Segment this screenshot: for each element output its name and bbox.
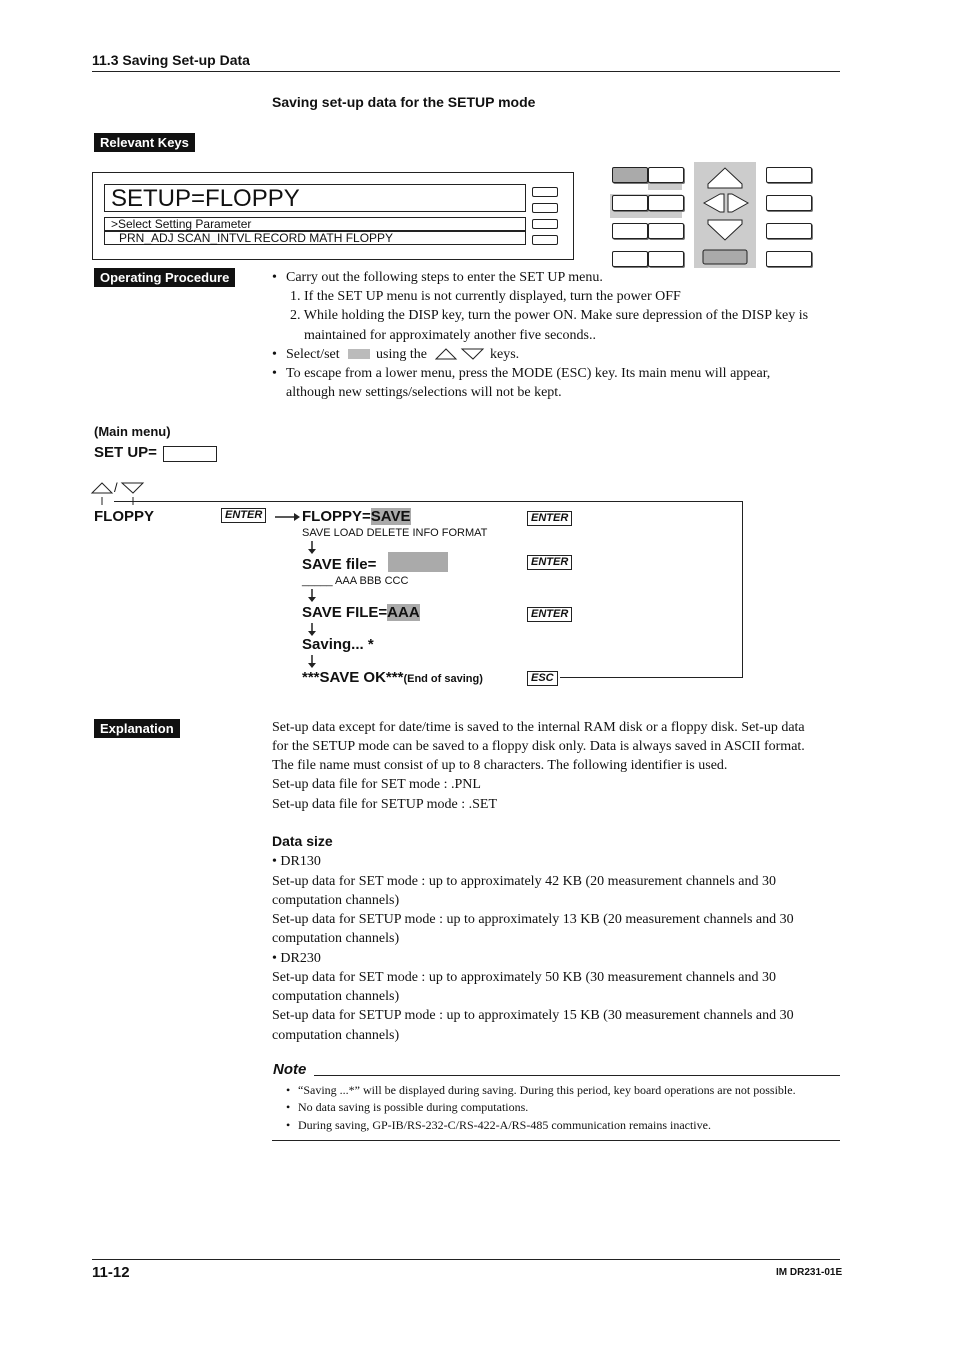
data-size-line: Set-up data for SET mode : up to approximately 50 KB (30 measurement channels and 30 (272, 970, 777, 985)
slash-separator: / (114, 480, 118, 495)
procedure-step: 1. If the SET UP menu is not currently displayed, turn the power OFF (290, 289, 681, 304)
arrow-down-icon (307, 589, 317, 603)
setup-label: SET UP= (94, 444, 157, 461)
procedure-step: keys. (490, 347, 520, 362)
page-number: 11-12 (92, 1264, 130, 1281)
data-size-line: • DR130 (272, 854, 321, 869)
note-item: “Saving ...*” will be displayed during saving. During this period, key board operations are not possible. (298, 1083, 796, 1097)
save-file-confirm-label (302, 604, 420, 621)
keypad-diagram (610, 162, 818, 270)
esc-key-icon: ESC (527, 671, 558, 686)
arrow-down-icon (307, 655, 317, 669)
explanation-line: The file name must consist of up to 8 characters. The following identifier is used. (272, 758, 728, 773)
lcd-softkey (532, 235, 558, 245)
explanation-label: Explanation (94, 719, 180, 738)
floppy-eq-text: FLOPPY= (302, 508, 371, 525)
note-item: During saving, GP-IB/RS-232-C/RS-422-A/RS-485 communication remains inactive. (298, 1118, 711, 1132)
data-size-line: Set-up data for SET mode : up to approximately 42 KB (20 measurement channels and 30 (272, 874, 777, 889)
floppy-eq-label (302, 508, 411, 525)
save-ok-line (302, 669, 483, 687)
data-size-line: computation channels) (272, 893, 400, 908)
key-mode (612, 167, 648, 183)
note-bottom-rule (272, 1140, 840, 1141)
main-menu-label: (Main menu) (94, 424, 171, 439)
lcd-row-2: PRN_ADJ SCAN_INTVL RECORD MATH FLOPPY (104, 231, 526, 245)
arrow-down-icon (307, 541, 317, 555)
lcd-row-1: >Select Setting Parameter (104, 217, 526, 231)
lcd-softkey (532, 203, 558, 213)
note-item: No data saving is possible during computations. (298, 1100, 529, 1114)
setup-value-box (163, 446, 217, 462)
key (766, 167, 812, 183)
data-size-line: Set-up data for SETUP mode : up to approximately 15 KB (30 measurement channels and 30 (272, 1008, 794, 1023)
end-of-saving: (End of saving) (403, 673, 483, 685)
save-file-text: SAVE FILE= (302, 604, 388, 621)
save-ok-label: ***SAVE OK*** (302, 669, 404, 686)
enter-key-icon: ENTER (221, 508, 266, 523)
footer-rule (92, 1259, 840, 1260)
relevant-keys-label: Relevant Keys (94, 133, 195, 152)
procedure-step: maintained for approximately another five seconds.. (304, 328, 596, 343)
flow-right-line (742, 501, 743, 678)
procedure-step: 2. While holding the DISP key, turn the power ON. Make sure depression of the DISP key is (290, 308, 809, 323)
key (612, 223, 648, 239)
procedure-bullet: • (272, 366, 277, 381)
key (648, 223, 684, 239)
subtitle: Saving set-up data for the SETUP mode (272, 94, 536, 110)
arrow-keys-icon (694, 162, 756, 268)
procedure-bullet: • (272, 347, 277, 362)
procedure-step: using the (376, 347, 427, 362)
floppy-label: FLOPPY (94, 508, 155, 525)
save-file-label: SAVE file= (302, 556, 377, 573)
explanation-line: Set-up data file for SETUP mode : .SET (272, 797, 497, 812)
enter-key-icon: ENTER (527, 511, 572, 526)
file-name-field (388, 552, 448, 572)
file-aaa-value: AAA (387, 604, 420, 621)
note-bullet: • (286, 1118, 291, 1132)
note-bullet: • (286, 1100, 291, 1114)
header-rule (92, 71, 840, 72)
data-size-line: computation channels) (272, 931, 400, 946)
note-top-rule (314, 1075, 840, 1076)
lcd-main-line: SETUP=FLOPPY (104, 184, 526, 212)
data-size-line: computation channels) (272, 1028, 400, 1043)
key (648, 195, 684, 211)
key (766, 251, 812, 267)
up-down-icon (90, 480, 150, 506)
arrow-down-icon (307, 623, 317, 637)
data-size-line: computation channels) (272, 989, 400, 1004)
section-header: 11.3 Saving Set-up Data (92, 52, 250, 68)
flow-top-line (114, 501, 743, 502)
file-options: _____ AAA BBB CCC (302, 575, 409, 587)
explanation-line: Set-up data except for date/time is saved to the internal RAM disk or a floppy disk. Set-up data (272, 720, 805, 735)
key (766, 223, 812, 239)
enter-key-icon: ENTER (527, 607, 572, 622)
lcd-softkey (532, 187, 558, 197)
save-value: SAVE (370, 508, 411, 525)
procedure-step: To escape from a lower menu, press the MODE (ESC) key. Its main menu will appear, (286, 366, 771, 381)
key (648, 167, 684, 183)
floppy-options: SAVE LOAD DELETE INFO FORMAT (302, 527, 488, 539)
highlight-swatch (348, 349, 370, 359)
key (648, 251, 684, 267)
lcd-softkey (532, 219, 558, 229)
data-size-title: Data size (272, 833, 333, 849)
key (612, 195, 648, 211)
explanation-line: for the SETUP mode can be saved to a floppy disk only. Data is always saved in ASCII format. (272, 739, 805, 754)
data-size-line: Set-up data for SETUP mode : up to approximately 13 KB (20 measurement channels and 30 (272, 912, 794, 927)
data-size-line: • DR230 (272, 951, 321, 966)
procedure-step: Select/set (286, 347, 340, 362)
note-bullet: • (286, 1083, 291, 1097)
note-title: Note (273, 1061, 307, 1078)
up-down-keys-icon (435, 346, 485, 362)
flow-bottom-line (560, 677, 743, 678)
procedure-step: although new settings/selections will not be kept. (286, 385, 562, 400)
procedure-bullet: • (272, 270, 277, 285)
enter-key-icon: ENTER (527, 555, 572, 570)
doc-id: IM DR231-01E (776, 1267, 843, 1278)
key (612, 251, 648, 267)
key (766, 195, 812, 211)
operating-procedure-label: Operating Procedure (94, 268, 235, 287)
explanation-line: Set-up data file for SET mode : .PNL (272, 777, 481, 792)
saving-label: Saving... * (302, 636, 374, 653)
procedure-step: Carry out the following steps to enter the SET UP menu. (286, 270, 603, 285)
arrow-right-icon (275, 512, 301, 522)
